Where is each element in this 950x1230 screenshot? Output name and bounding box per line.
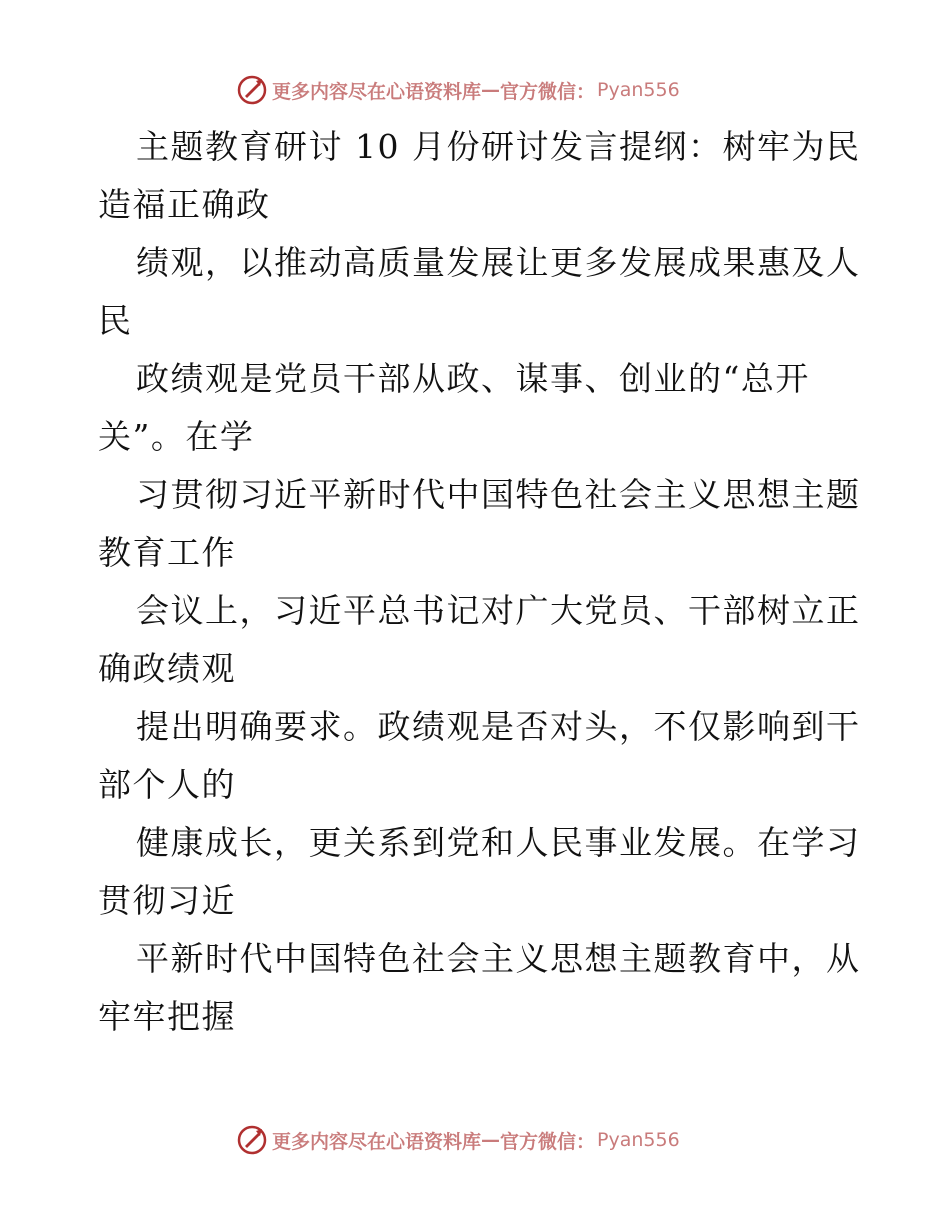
body-line: 牢牢把握	[98, 997, 236, 1036]
header-banner	[236, 72, 680, 108]
contact-label: 官方微信：	[500, 80, 596, 103]
body-line: 部个人的	[98, 765, 236, 804]
body-line: 民	[98, 301, 133, 340]
site-text: 更多内容尽在心语资料库	[272, 1130, 482, 1153]
body-line: 主题教育研讨 10 月份研讨发言提纲：树牢为民	[136, 127, 861, 166]
body-line: 造福正确政	[98, 185, 271, 224]
separator: —	[481, 1129, 501, 1151]
site-text: 更多内容尽在心语资料库	[272, 80, 482, 103]
body-line: 确政绩观	[98, 649, 236, 688]
body-line: 政绩观是党员干部从政、谋事、创业的“总开	[136, 359, 810, 398]
body-line: 提出明确要求。政绩观是否对头，不仅影响到干	[136, 707, 861, 746]
footer-banner	[236, 1122, 680, 1158]
body-line: 教育工作	[98, 533, 236, 572]
body-line: 绩观，以推动高质量发展让更多发展成果惠及人	[136, 243, 861, 282]
body-line: 平新时代中国特色社会主义思想主题教育中，从	[136, 939, 861, 978]
quill-seal-icon	[236, 74, 268, 106]
contact-value: Pyan556	[597, 1129, 680, 1151]
body-line: 关”。在学	[98, 417, 255, 456]
body-line: 贯彻习近	[98, 881, 236, 920]
quill-seal-icon	[236, 1124, 268, 1156]
document-body	[98, 118, 861, 1046]
body-line: 健康成长，更关系到党和人民事业发展。在学习	[136, 823, 861, 862]
body-line: 会议上，习近平总书记对广大党员、干部树立正	[136, 591, 861, 630]
separator: —	[481, 79, 501, 101]
contact-label: 官方微信：	[500, 1130, 596, 1153]
contact-value: Pyan556	[597, 79, 680, 101]
body-line: 习贯彻习近平新时代中国特色社会主义思想主题	[136, 475, 861, 514]
